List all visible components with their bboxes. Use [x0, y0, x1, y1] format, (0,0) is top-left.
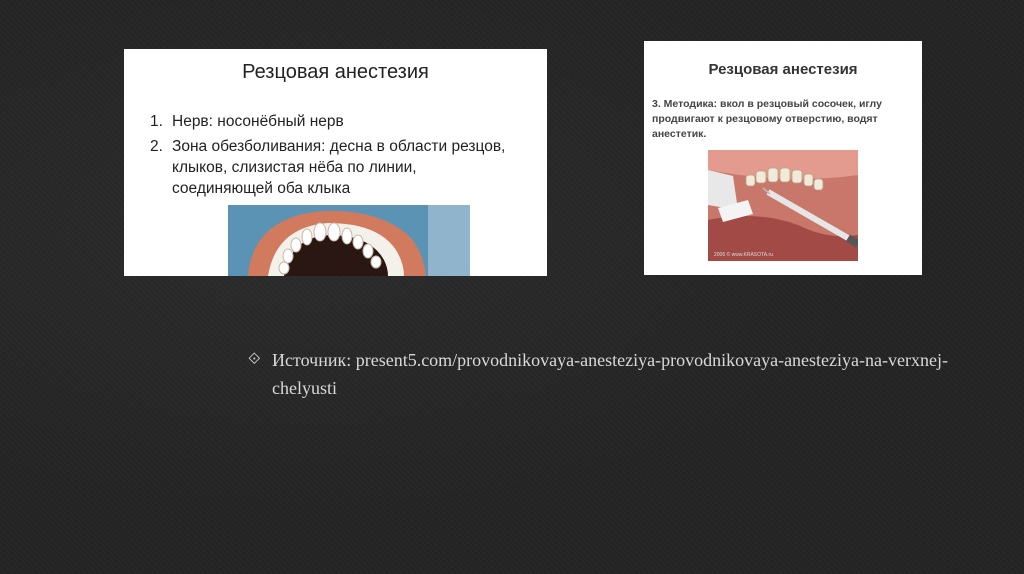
- slide-image-incisor-anesthesia: [124, 49, 547, 276]
- photo-credit: 2006 © www.KRASOTA.ru: [714, 252, 773, 258]
- slide-image-technique: [644, 41, 922, 275]
- list-text: Нерв: носонёбный нерв: [172, 113, 344, 130]
- list-item: [150, 111, 512, 132]
- injection-photo: [708, 150, 858, 261]
- source-text: Источник: present5.com/provodnikovaya-anesteziya-provodnikovaya-anesteziya-na-verxnej-chelyusti: [272, 350, 948, 398]
- image-title: Резцовая анестезия: [708, 61, 858, 78]
- upper-jaw-teeth-photo: [228, 205, 470, 276]
- technique-text: 3. Методика: вкол в резцовый сосочек, иглу продвигают к резцовому отверстию, водят анестетик.: [652, 98, 882, 140]
- list-text: Зона обезболивания: десна в области резцов, клыков, слизистая нёба по линии, соединяющей оба клыка: [172, 138, 506, 197]
- source-citation: [248, 346, 948, 402]
- image-title: Резцовая анестезия: [242, 61, 429, 83]
- info-list: [150, 111, 512, 199]
- list-number: 2.: [150, 138, 163, 155]
- diamond-bullet-icon: ⟐: [248, 351, 261, 368]
- list-item: [150, 136, 512, 199]
- list-number: 1.: [150, 113, 163, 130]
